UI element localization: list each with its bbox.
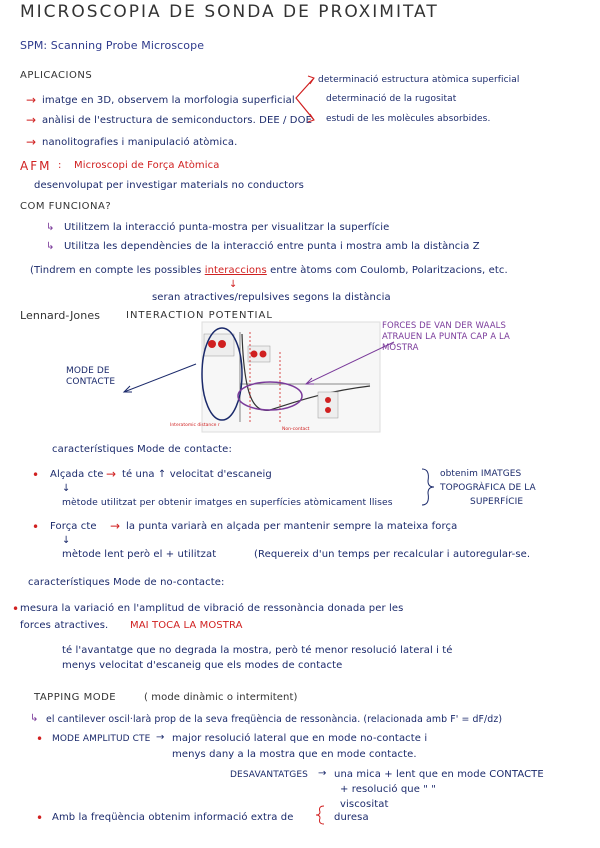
nocontacte-adv: té l'avantatge que no degrada la mostra, però té menor resolució lateral i té: [62, 645, 453, 656]
afm-heading: AFM: [20, 159, 52, 173]
contacte-sub: mètode utilitzat per obtenir imatges en superfícies atòmicament llises: [62, 497, 393, 508]
contacte-label: Força cte: [50, 521, 97, 532]
afm-point: Utilitzem la interacció punta-mostra per visualitzar la superfície: [64, 222, 390, 233]
atom-icon: [260, 351, 267, 358]
bullet-icon: •: [36, 732, 44, 746]
tapping-last: Amb la freqüència obtenim informació extra de: [52, 812, 294, 823]
contact-arrow-icon: [120, 360, 200, 400]
aplicacio-right: determinació de la rugositat: [326, 94, 457, 104]
desav-line: viscositat: [340, 799, 389, 810]
afm-question: COM FUNCIONA?: [20, 201, 112, 212]
svg-text:Interatomic distance r: Interatomic distance r: [170, 423, 220, 428]
arrow-down-icon: ↓: [62, 535, 71, 546]
tapping-line: el cantilever oscil·larà prop de la seva freqüència de ressonància. (relacionada amb F' = dF/dz): [46, 714, 503, 725]
desav-line: una mica + lent que en mode CONTACTE: [334, 769, 544, 780]
afm-point: Utilitza les dependències de la interacció entre punta i mostra amb la distància Z: [64, 241, 480, 252]
arrow-icon: →: [26, 135, 37, 149]
afm-title: Microscopi de Força Atòmica: [74, 160, 220, 171]
contacte-sub2: (Requereix d'un temps per recalcular i autoregular-se.: [254, 549, 531, 560]
tapping-last2: duresa: [334, 812, 369, 823]
tapping-heading: TAPPING MODE: [34, 692, 117, 703]
atom-icon: [325, 407, 331, 413]
bullet-icon: •: [12, 602, 20, 616]
atom-icon: [208, 340, 216, 348]
atom-icon: [325, 397, 331, 403]
arrow-icon: →: [110, 519, 121, 533]
aplicacio-item: imatge en 3D, observem la morfologia superficial: [42, 95, 295, 106]
contacte-right: obtenim IMATGES: [440, 469, 522, 479]
afm-note2: seran atractives/repulsives segons la distància: [152, 292, 391, 303]
arrow-icon: →: [318, 768, 327, 779]
tapping-cte: major resolució lateral que en mode no-contacte i: [172, 733, 428, 744]
brace-arrows-icon: [290, 76, 320, 126]
contacte-right: SUPERFÍCIE: [470, 497, 524, 507]
bullet-icon: •: [32, 520, 40, 534]
contacte-right: TOPOGRÀFICA DE LA: [440, 483, 536, 493]
afm-desc: desenvolupat per investigar materials no conductors: [34, 180, 304, 191]
brace-icon: [314, 804, 328, 826]
colon: :: [58, 160, 62, 171]
right-brace-icon: [420, 467, 436, 507]
aplicacions-heading: APLICACIONS: [20, 70, 93, 81]
hook-arrow-icon: ↳: [46, 241, 55, 252]
tapping-cte: menys dany a la mostra que en mode contacte.: [172, 749, 417, 760]
arrow-icon: →: [156, 732, 165, 743]
aplicacio-right: determinació estructura atòmica superficial: [318, 75, 520, 85]
contacte-text: té una ↑ velocitat d'escaneig: [122, 469, 272, 480]
contact-annotation: MODE DE CONTACTE: [66, 366, 116, 387]
aplicacio-item: anàlisi de l'estructura de semiconductors. DEE / DOE: [42, 115, 312, 126]
bullet-icon: •: [32, 468, 40, 482]
nocontacte-red: MAI TOCA LA MOSTRA: [130, 620, 243, 631]
aplicacio-item: nanolitografies i manipulació atòmica.: [42, 137, 238, 148]
atom-icon: [251, 351, 258, 358]
arrow-down-icon: ↓: [229, 279, 238, 290]
page-title: MICROSCOPIA DE SONDA DE PROXIMITAT: [20, 2, 439, 22]
interaction-potential-label: INTERACTION POTENTIAL: [126, 310, 273, 321]
aplicacio-right: estudi de les molècules absorbides.: [326, 114, 491, 124]
vdw-annotation: FORCES DE VAN DER WAALS ATRAUEN LA PUNTA CAP A LA MOSTRA: [382, 321, 510, 353]
arrow-icon: →: [26, 93, 37, 107]
tapping-heading2: ( mode dinàmic o intermitent): [144, 692, 298, 703]
arrow-icon: →: [106, 467, 117, 481]
afm-note: (Tindrem en compte les possibles interaccions entre àtoms com Coulomb, Polaritzacions, etc.: [30, 265, 508, 276]
desav-line: + resolució que " ": [340, 784, 436, 795]
contacte-sub: mètode lent però el + utilitzat: [62, 549, 217, 560]
vdw-arrow-icon: [300, 340, 400, 390]
hook-arrow-icon: ↳: [46, 222, 55, 233]
contacte-text: la punta variarà en alçada per mantenir sempre la mateixa força: [126, 521, 458, 532]
arrow-down-icon: ↓: [62, 483, 71, 494]
contacte-heading: característiques Mode de contacte:: [52, 444, 232, 455]
atom-icon: [218, 340, 226, 348]
tapping-cte-label: MODE AMPLITUD CTE: [52, 734, 151, 744]
note-highlight: interaccions: [204, 265, 267, 276]
desav-label: DESAVANTATGES: [230, 770, 308, 780]
arrow-icon: →: [26, 113, 37, 127]
nocontacte-line: mesura la variació en l'amplitud de vibració de ressonància donada per les: [20, 603, 404, 614]
bullet-icon: •: [36, 811, 44, 825]
contacte-label: Alçada cte: [50, 469, 104, 480]
hook-arrow-icon: ↳: [30, 713, 39, 724]
nocontacte-heading: característiques Mode de no-contacte:: [28, 577, 225, 588]
nocontacte-adv: menys velocitat d'escaneig que els modes de contacte: [62, 660, 343, 671]
svg-text:Non-contact: Non-contact: [282, 427, 310, 432]
lennard-label: Lennard-Jones: [20, 309, 101, 322]
nocontacte-line: forces atractives.: [20, 620, 109, 631]
subtitle: SPM: Scanning Probe Microscope: [20, 39, 205, 52]
